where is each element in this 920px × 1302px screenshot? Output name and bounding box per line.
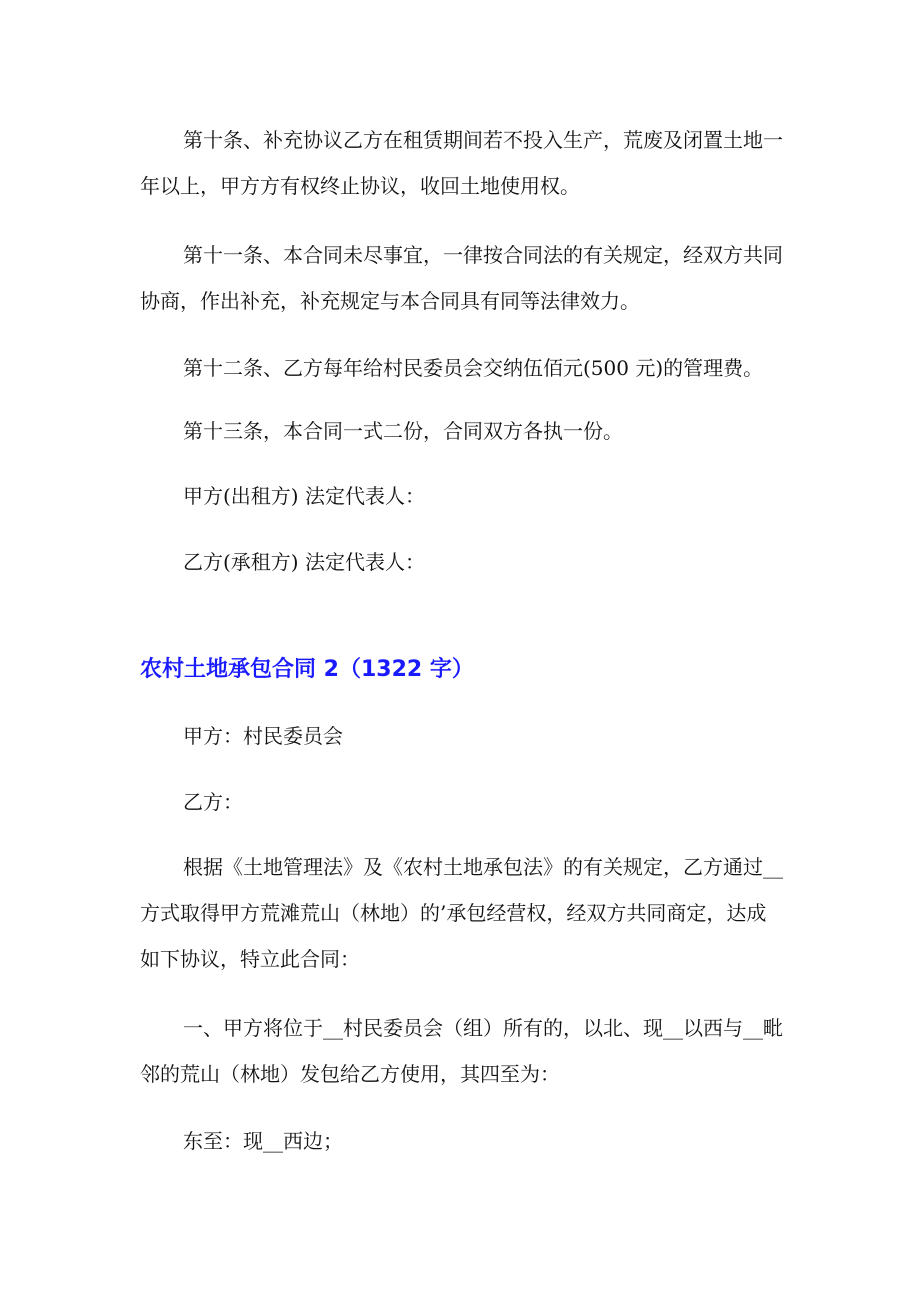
party-b-signature-line: 乙方(承租方) 法定代表人：	[183, 550, 425, 574]
paragraph-article-11: 第十一条、本合同未尽事宜，一律按合同法的有关规定，经双方共同协商，作出补充，补充规定与本合同具有同等法律效力。	[140, 243, 783, 313]
paragraph-article-12: 第十二条、乙方每年给村民委员会交纳伍佰元(500 元)的管理费。	[183, 356, 764, 380]
section-heading: 农村土地承包合同 2（1322 字）	[140, 657, 474, 682]
party-a-line: 甲方：村民委员会	[183, 724, 343, 748]
party-b-line: 乙方：	[183, 790, 243, 814]
paragraph-preamble: 根据《土地管理法》及《农村土地承包法》的有关规定，乙方通过__方式取得甲方荒滩荒山（林地）的’承包经营权，经双方共同商定，达成如下协议，特立此合同：	[140, 855, 783, 971]
party-a-signature-line: 甲方(出租方) 法定代表人：	[183, 484, 425, 508]
paragraph-clause-1: 一、甲方将位于__村民委员会（组）所有的，以北、现__以西与__毗邻的荒山（林地）发包给乙方使用，其四至为：	[140, 1016, 783, 1086]
paragraph-east-boundary: 东至：现__西边；	[183, 1129, 343, 1153]
paragraph-article-10: 第十条、补充协议乙方在租赁期间若不投入生产，荒废及闭置土地一年以上，甲方方有权终止协议，收回土地使用权。	[140, 128, 783, 198]
paragraph-article-13: 第十三条，本合同一式二份，合同双方各执一份。	[183, 419, 623, 443]
